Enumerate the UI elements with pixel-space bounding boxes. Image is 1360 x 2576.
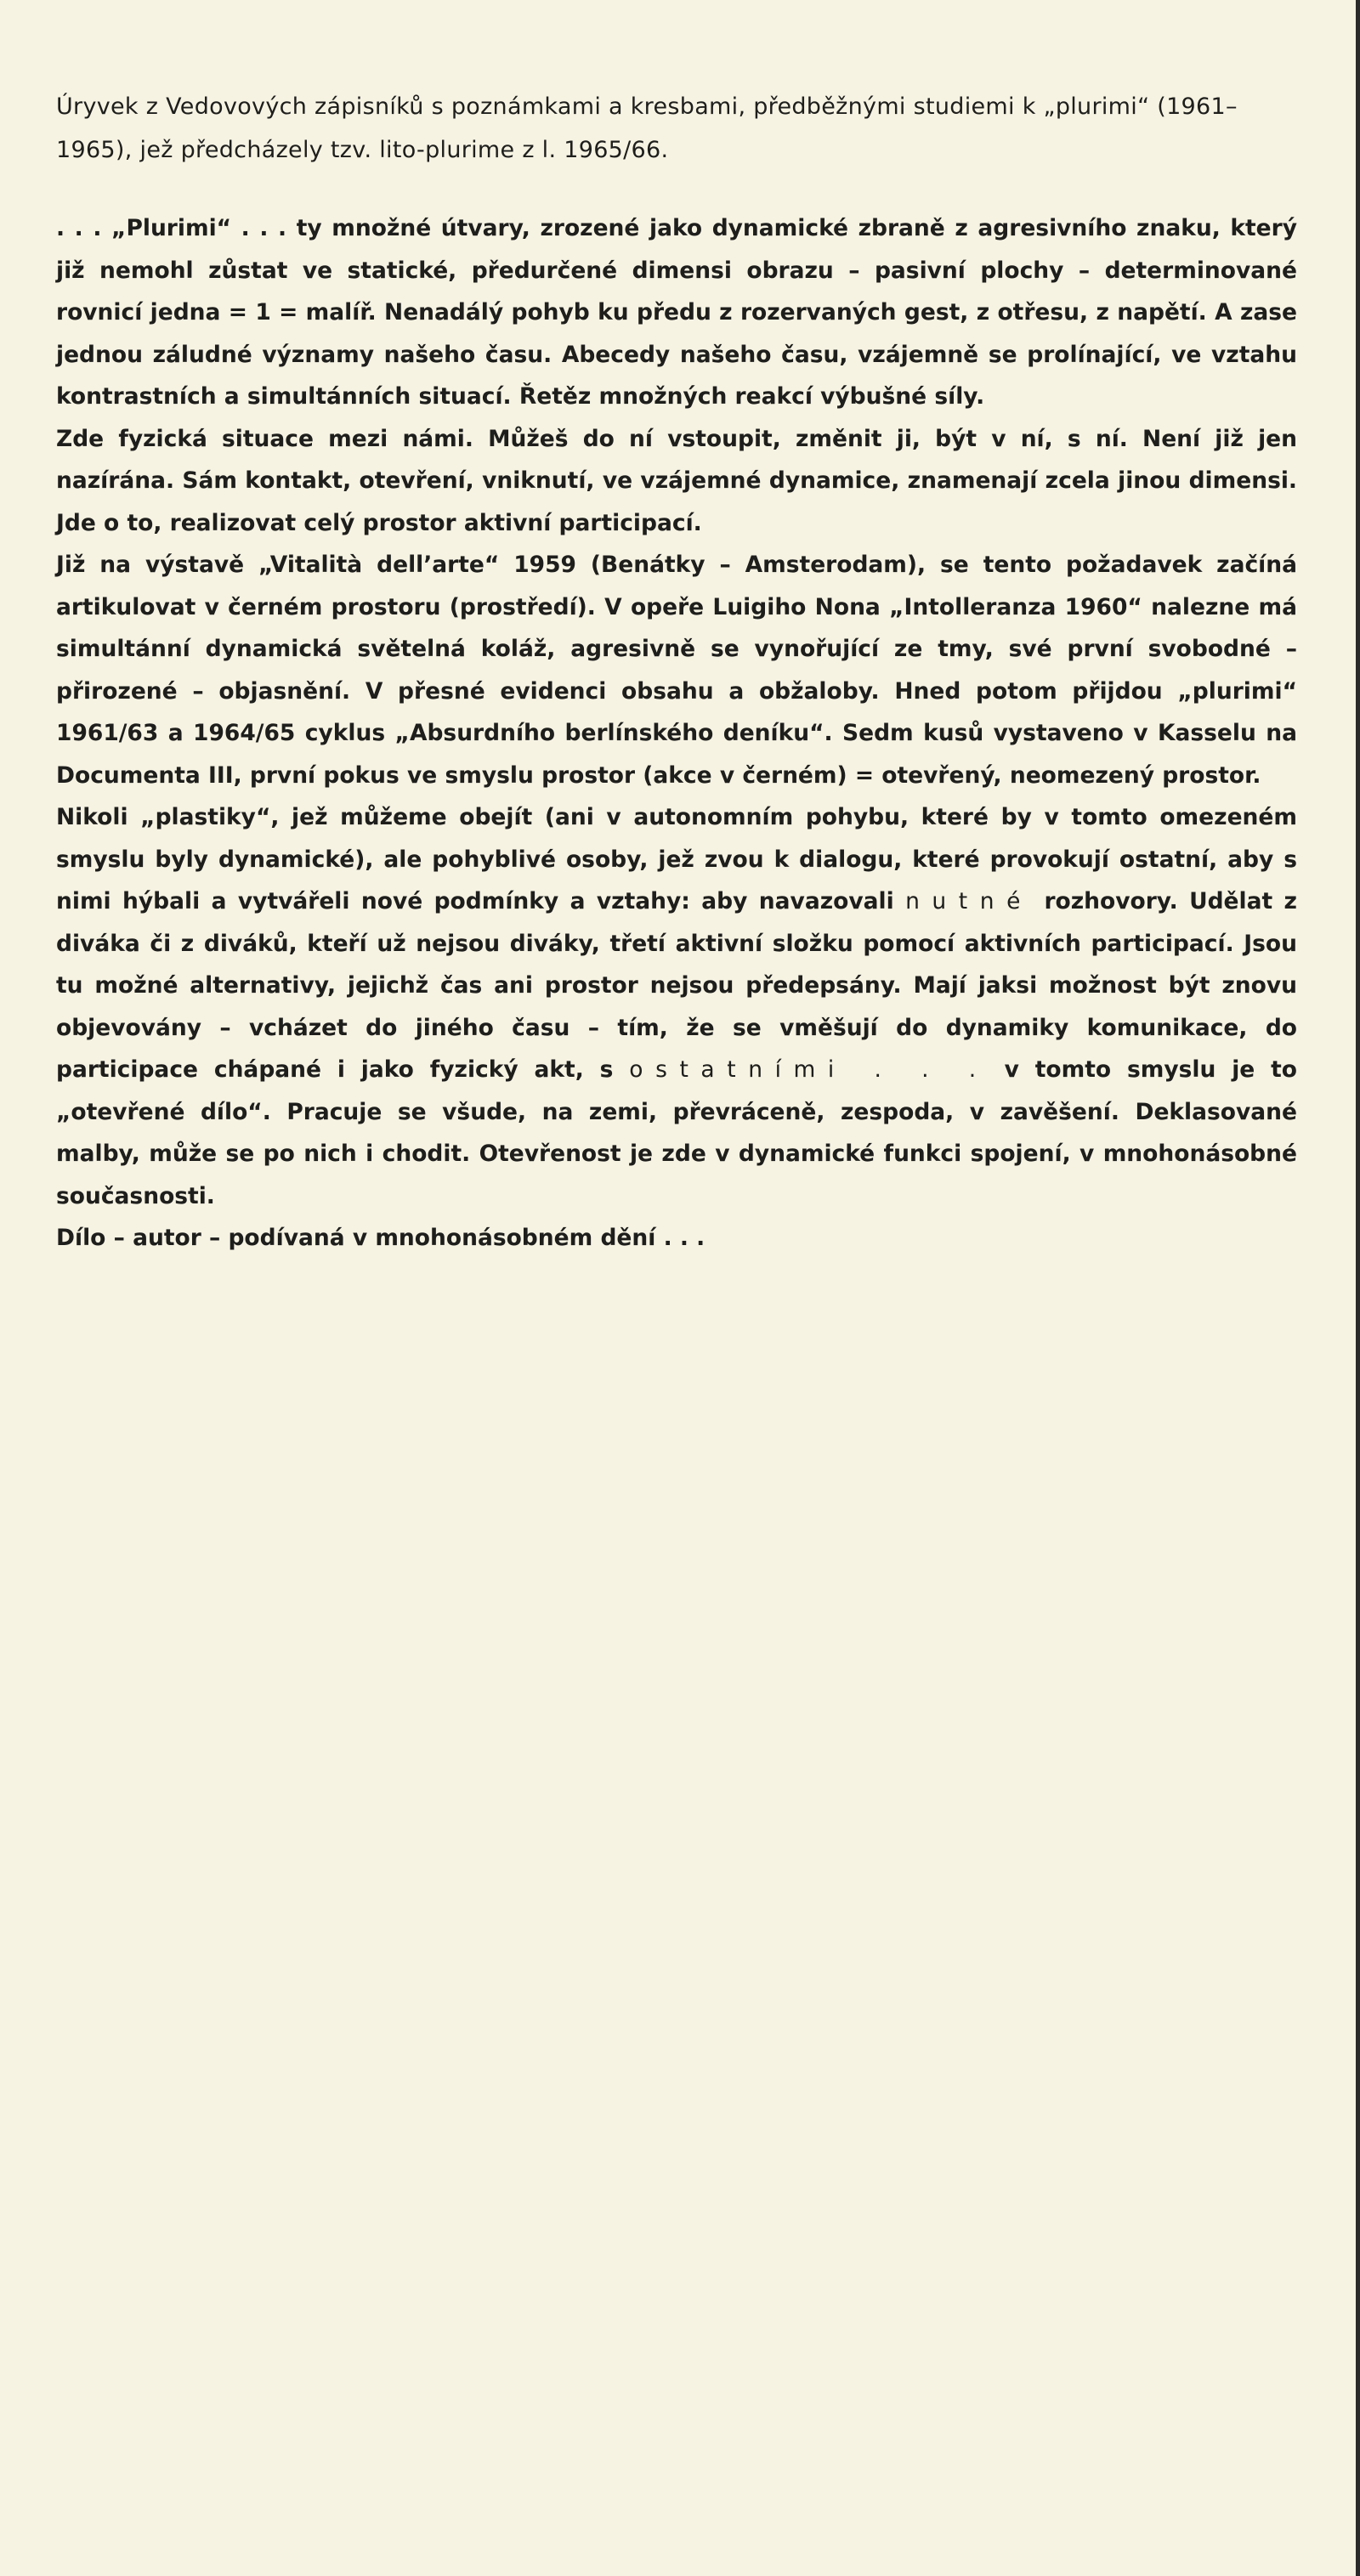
spaced-word-nutne: nutné <box>905 888 1034 914</box>
paragraph-4-part-2: rozhovory. Udělat z diváka či z diváků, kteří už nejsou diváky, třetí aktivní složku pomocí aktivních participací. Jsou tu možné alternativy, jejichž čas ani prostor nejsou předepsány. Mají jaksi možnost být znovu objevovány – vcházet do jiného času – tím, že se vměšují do dynamiky komunikace, do participace chápané i jako fyzický akt, s <box>56 888 1297 1083</box>
page-edge <box>1356 0 1360 2576</box>
paragraph-4-part-1: Nikoli „plastiky“, jež můžeme obejít (ani v autonomním pohybu, které by v tomto omezeném smyslu byly dynamické), ale pohyblivé osoby, jež zvou k dialogu, které provokují ostatní, aby s nimi hýbali a vytvářeli nové podmínky a vztahy: aby navazovali <box>56 804 1297 914</box>
intro-note: Úryvek z Vedovových zápisníků s poznámkami a kresbami, předběžnými studiemi k „plurimi“ (1961–1965), jež předcházely tzv. lito-plurime z l. 1965/66. <box>56 93 1238 163</box>
paragraph-4 <box>56 796 1297 1217</box>
paragraph-2: Zde fyzická situace mezi námi. Můžeš do ní vstoupit, změnit ji, být v ní, s ní. Není již jen nazírána. Sám kontakt, otevření, vniknutí, ve vzájemné dynamice, znamenají zcela jinou dimensi. Jde o to, realizovat celý prostor aktivní participací. <box>56 425 1297 536</box>
paragraph-4-part-3: v tomto smyslu je to „otevřené dílo“. Pracuje se všude, na zemi, převráceně, zespoda, v zavěšení. Deklasované malby, může se po nich i chodit. Otevřenost je zde v dynamické funkci spojení, v mnohonásobné současnosti. <box>56 1056 1297 1209</box>
body-text <box>56 207 1297 1260</box>
paragraph-3: Již na výstavě „Vitalità dell’arte“ 1959 (Benátky – Amsterodam), se tento požadavek začíná artikulovat v černém prostoru (prostředí). V opeře Luigiho Nona „Intolleranza 1960“ nalezne má simultánní dynamická světelná koláž, agresivně se vynořující ze tmy, své první svobodné – přirozené – objasnění. V přesné evidenci obsahu a obžaloby. Hned potom přijdou „plurimi“ 1961/63 a 1964/65 cyklus „Absurdního berlínského deníku“. Sedm kusů vystaveno v Kasselu na Documenta III, první pokus ve smyslu prostor (akce v černém) = otevřený, neomezený prostor. <box>56 552 1297 789</box>
paragraph-1: . . . „Plurimi“ . . . ty množné útvary, zrozené jako dynamické zbraně z agresivního znaku, který již nemohl zůstat ve statické, předurčené dimensi obrazu – pasivní plochy – determinované rovnicí jedna = 1 = malíř. Nenadálý pohyb ku předu z rozervaných gest, z otřesu, z napětí. A zase jednou záludné významy našeho času. Abecedy našeho času, vzájemně se prolínající, ve vztahu kontrastních a simultánních situací. Řetěz množných reakcí výbušné síly. <box>56 215 1297 410</box>
paragraph-5: Dílo – autor – podívaná v mnohonásobném dění . . . <box>56 1225 706 1251</box>
document-page <box>56 85 1297 1260</box>
spaced-word-ostatnimi: ostatními . . . <box>629 1056 989 1083</box>
